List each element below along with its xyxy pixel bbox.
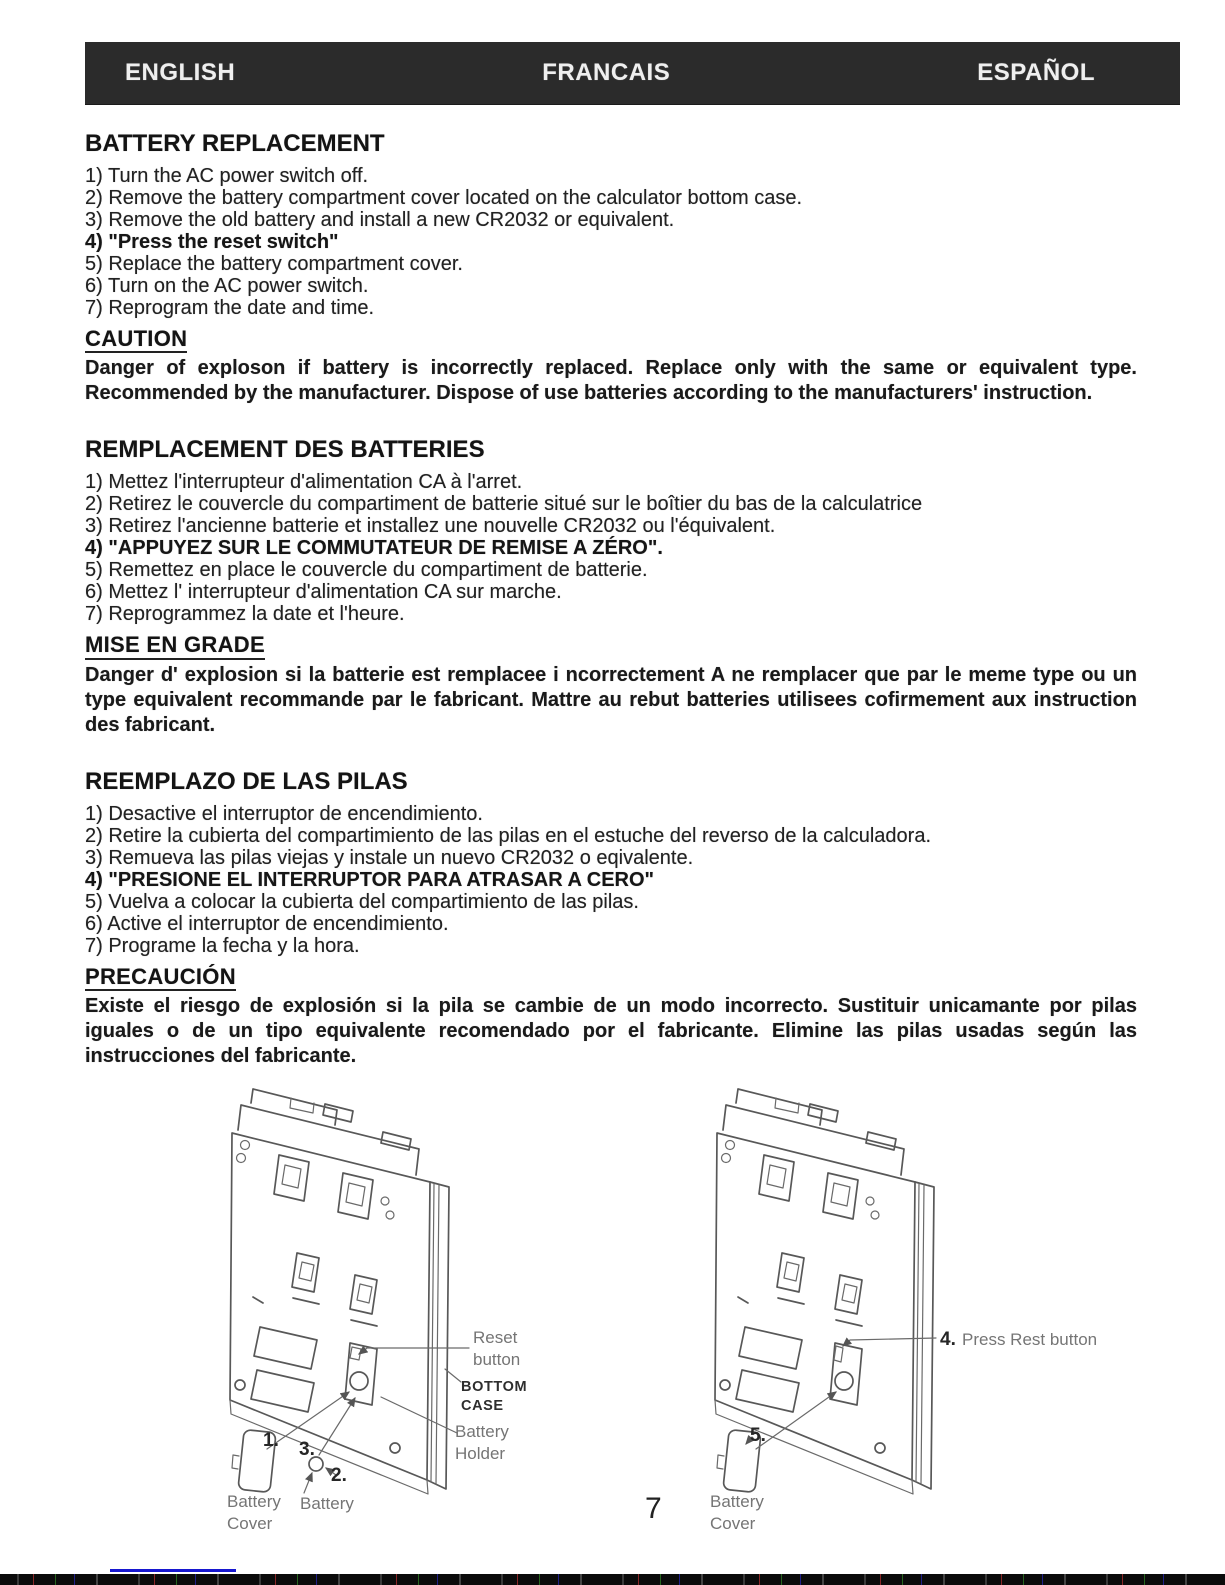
pointer-lines (746, 1338, 936, 1449)
scan-edge-artifact (0, 1574, 1225, 1585)
language-tab-english: ENGLISH (125, 59, 236, 86)
calculator-body-outline (715, 1089, 934, 1494)
caution-heading-french: MISE EN GRADE (85, 632, 265, 659)
instruction-step: 1) Desactive el interruptor de encendimiento. (85, 802, 483, 825)
caution-heading-english: CAUTION (85, 326, 187, 353)
instruction-step: 2) Retire la cubierta del compartimiento de las pilas en el estuche del reverso de la calculadora. (85, 824, 932, 847)
bottom-case-label: BOTTOM (461, 1379, 528, 1395)
instruction-step: 3) Remueva las pilas viejas y instale un nuevo CR2032 o eqivalente. (85, 846, 694, 869)
section-title-english: BATTERY REPLACEMENT (85, 130, 385, 157)
language-tab-francais: FRANCAIS (542, 59, 671, 86)
instruction-step: 7) Reprogram the date and time. (85, 297, 375, 319)
instruction-step: 4) "Press the reset switch" (85, 231, 339, 253)
battery-holder-detail (830, 1343, 862, 1405)
instruction-step: 1) Mettez l'interrupteur d'alimentation CA à l'arret. (85, 471, 523, 494)
caution-text-french: Danger d' explosion si la batterie est remplacee i ncorrectement A ne remplacer que par le meme type ou un type equivalent recommande par le fabricant. Mattre au rebut batteries utilisees cofirmement aux instruction des fabricant. (85, 663, 1137, 736)
section-title-spanish: REEMPLAZO DE LAS PILAS (85, 767, 408, 795)
step-number-3: 3. (299, 1439, 315, 1460)
battery-cover-label: Battery (227, 1492, 281, 1511)
battery-label: Battery (300, 1494, 354, 1513)
instruction-step: 5) Replace the battery compartment cover. (85, 253, 463, 275)
battery-cover-label: Cover (710, 1514, 756, 1533)
instruction-step: 2) Remove the battery compartment cover located on the calculator bottom case. (85, 187, 803, 209)
calculator-back-diagram-right (690, 1085, 1110, 1560)
manual-content (85, 130, 1137, 1069)
press-reset-button-label: Press Rest button (962, 1330, 1098, 1349)
step-number-4: 4. (940, 1329, 956, 1350)
instruction-step: 4) "PRESIONE EL INTERRUPTOR PARA ATRASAR A CERO" (85, 868, 655, 891)
instruction-step: 6) Active el interruptor de encendimiento. (85, 912, 449, 935)
instruction-step: 6) Turn on the AC power switch. (85, 275, 369, 297)
section-gap (85, 738, 1137, 768)
reset-button-label: button (473, 1350, 521, 1369)
battery-cover-label: Cover (227, 1514, 273, 1533)
section-french (85, 436, 1137, 737)
caution-heading-spanish: PRECAUCIÓN (85, 964, 236, 991)
section-gap (85, 406, 1137, 436)
calculator-back-diagram-left (205, 1085, 685, 1560)
step-number-5: 5. (750, 1425, 766, 1446)
step-number-1: 1. (263, 1430, 279, 1451)
instruction-step: 4) "APPUYEZ SUR LE COMMUTATEUR DE REMISE A ZÉRO". (85, 537, 663, 560)
instruction-list-spanish (85, 803, 1137, 957)
instruction-step: 7) Programe la fecha y la hora. (85, 934, 360, 957)
instruction-list-english (85, 165, 1137, 319)
step-number-2: 2. (331, 1465, 347, 1486)
section-spanish (85, 768, 1137, 1069)
battery-cover-label: Battery (710, 1492, 764, 1511)
section-english (85, 130, 1137, 406)
language-header (85, 42, 1180, 104)
reset-button-label: Reset (473, 1328, 518, 1347)
battery-holder-label: Holder (455, 1444, 506, 1463)
section-title-french: REMPLACEMENT DES BATTERIES (85, 436, 485, 464)
instruction-step: 7) Reprogrammez la date et l'heure. (85, 603, 405, 626)
battery-holder-label: Battery (455, 1422, 509, 1441)
bottom-case-label: CASE (461, 1398, 504, 1414)
instruction-step: 3) Retirez l'ancienne batterie et installez une nouvelle CR2032 ou l'équivalent. (85, 515, 776, 538)
instruction-step: 5) Vuelva a colocar la cubierta del compartimiento de las pilas. (85, 890, 639, 913)
caution-text-english: Danger of exploson if battery is incorrectly replaced. Replace only with the same or equivalent type. Recommended by the manufacturer. Dispose of use batteries according to the manufacturers' instruction. (85, 357, 1137, 405)
instruction-step: 6) Mettez l' interrupteur d'alimentation CA sur marche. (85, 581, 562, 604)
blue-line-artifact (110, 1569, 236, 1572)
instruction-step: 3) Remove the old battery and install a new CR2032 or equivalent. (85, 209, 675, 231)
instruction-step: 2) Retirez le couvercle du compartiment de batterie situé sur le boîtier du bas de la calculatrice (85, 493, 923, 516)
instruction-step: 5) Remettez en place le couvercle du compartiment de batterie. (85, 559, 648, 582)
instruction-step: 1) Turn the AC power switch off. (85, 165, 369, 187)
caution-text-spanish: Existe el riesgo de explosión si la pila se cambie de un modo incorrecto. Sustituir unicamante por pilas iguales o de un tipo equivalente recomendado por el fabricante. Elimine las pilas usadas según las instrucciones del fabricante. (85, 994, 1137, 1067)
page-number: 7 (645, 1492, 662, 1525)
pointer-lines (267, 1348, 469, 1493)
instruction-list-french (85, 471, 1137, 625)
language-tab-espanol: ESPAÑOL (977, 59, 1095, 86)
